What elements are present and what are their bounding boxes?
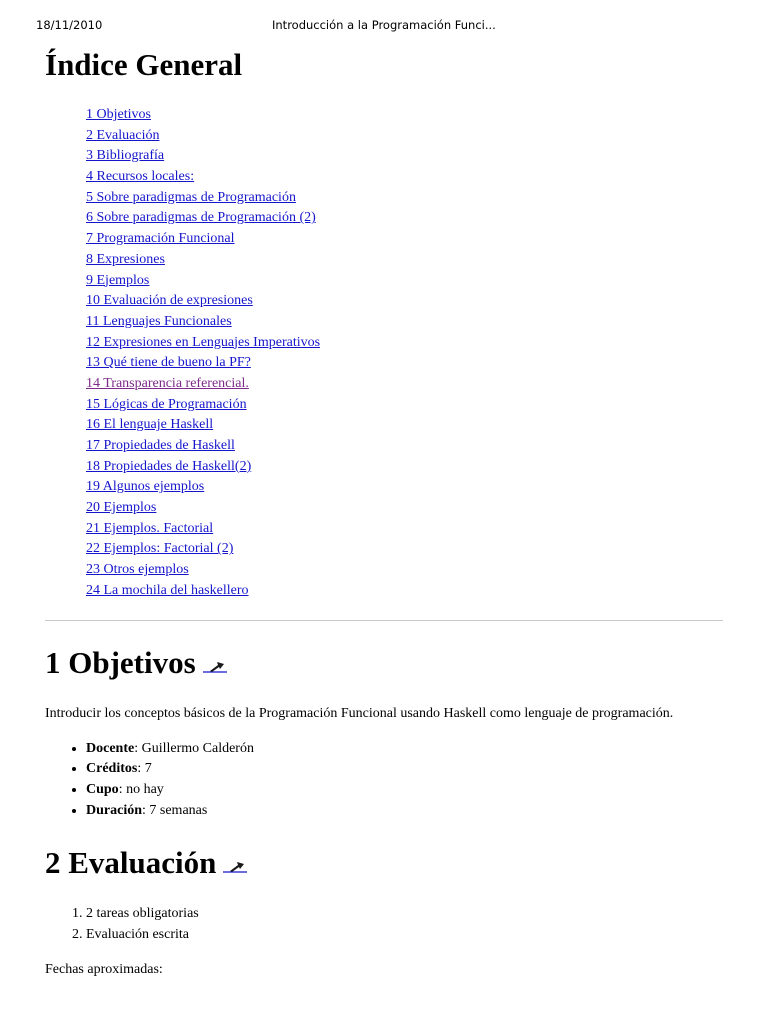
detail-value: : no hay — [118, 781, 164, 797]
toc-link[interactable]: 7 Programación Funcional — [86, 231, 235, 247]
toc-item — [86, 208, 723, 229]
toc-link[interactable]: 13 Qué tiene de bueno la PF? — [86, 355, 251, 371]
toc-item — [86, 560, 723, 581]
dates-label: Fechas aproximadas: — [45, 962, 163, 978]
toc-item — [86, 436, 723, 457]
toc-item — [86, 271, 723, 292]
detail-value: : Guillermo Calderón — [134, 740, 254, 756]
section-heading-text: 1 Objetivos — [45, 644, 196, 680]
toc-link[interactable]: 10 Evaluación de expresiones — [86, 293, 253, 309]
toc-link[interactable]: 8 Expresiones — [86, 251, 165, 267]
detail-key: Docente — [86, 740, 135, 756]
toc-item — [86, 250, 723, 271]
toc-link[interactable]: 12 Expresiones en Lenguajes Imperativos — [86, 334, 321, 350]
print-date: 18/11/2010 — [36, 18, 103, 32]
course-details-list — [45, 739, 723, 822]
toc-link[interactable]: 11 Lenguajes Funcionales — [86, 313, 232, 329]
detail-key: Créditos — [86, 761, 138, 777]
toc-item — [86, 539, 723, 560]
toc-item — [86, 333, 723, 354]
toc-link[interactable]: 24 La mochila del haskellero — [86, 582, 249, 598]
toc-link[interactable]: 19 Algunos ejemplos — [86, 479, 205, 495]
toc-link[interactable]: 15 Lógicas de Programación — [86, 396, 247, 412]
section-heading-text: 2 Evaluación — [45, 845, 217, 881]
toc-link[interactable]: 2 Evaluación — [86, 127, 160, 143]
toc-link[interactable]: 23 Otros ejemplos — [86, 562, 189, 578]
toc-item — [86, 477, 723, 498]
toc-link[interactable]: 22 Ejemplos: Factorial (2) — [86, 541, 234, 557]
section-heading-objetivos — [45, 643, 723, 683]
course-detail-item — [86, 759, 723, 780]
detail-key: Duración — [86, 802, 142, 818]
toc-item — [86, 353, 723, 374]
toc-link[interactable]: 18 Propiedades de Haskell(2) — [86, 458, 252, 474]
toc-link[interactable]: 20 Ejemplos — [86, 500, 157, 516]
section-divider — [45, 620, 723, 621]
toc-item — [86, 105, 723, 126]
toc-link[interactable]: 14 Transparencia referencial. — [86, 375, 249, 391]
back-to-top-icon[interactable] — [223, 861, 247, 873]
course-detail-item — [86, 739, 723, 760]
document-body — [45, 45, 723, 981]
toc-item — [86, 374, 723, 395]
toc-item — [86, 146, 723, 167]
detail-key: Cupo — [86, 781, 119, 797]
toc-item — [86, 498, 723, 519]
toc-item — [86, 415, 723, 436]
detail-value: : 7 — [137, 761, 152, 777]
toc-item — [86, 312, 723, 333]
toc-item — [86, 229, 723, 250]
print-document-title: Introducción a la Programación Funci... — [272, 18, 496, 32]
objetivos-intro: Introducir los conceptos básicos de la Programación Funcional usando Haskell como lenguaje de programación. — [45, 705, 674, 721]
evaluation-item: 2. Evaluación escrita — [86, 924, 723, 945]
toc-item — [86, 581, 723, 602]
toc-item — [86, 188, 723, 209]
section-heading-evaluacion — [45, 843, 723, 883]
print-header — [36, 18, 736, 34]
toc-item — [86, 457, 723, 478]
toc-link[interactable]: 5 Sobre paradigmas de Programación — [86, 189, 296, 205]
toc-link[interactable]: 16 El lenguaje Haskell — [86, 417, 214, 433]
evaluation-item: 1. 2 tareas obligatorias — [86, 903, 723, 924]
back-to-top-icon[interactable] — [203, 661, 227, 673]
toc-item — [86, 395, 723, 416]
toc-link[interactable]: 9 Ejemplos — [86, 272, 150, 288]
toc-item — [86, 167, 723, 188]
detail-value: : 7 semanas — [142, 802, 208, 818]
toc-link[interactable]: 1 Objetivos — [86, 107, 151, 122]
toc-item — [86, 291, 723, 312]
toc-link[interactable]: 17 Propiedades de Haskell — [86, 438, 235, 453]
toc-link[interactable]: 6 Sobre paradigmas de Programación (2) — [86, 210, 316, 226]
toc-link[interactable]: 3 Bibliografía — [86, 148, 165, 164]
course-detail-item — [86, 780, 723, 801]
toc-link[interactable]: 4 Recursos locales: — [86, 169, 195, 185]
toc-link[interactable]: 21 Ejemplos. Factorial — [86, 520, 214, 536]
toc-item — [86, 519, 723, 540]
toc-item — [86, 126, 723, 147]
evaluation-list — [45, 903, 723, 945]
course-detail-item — [86, 801, 723, 822]
table-of-contents — [45, 105, 723, 602]
index-heading: Índice General — [45, 47, 243, 82]
